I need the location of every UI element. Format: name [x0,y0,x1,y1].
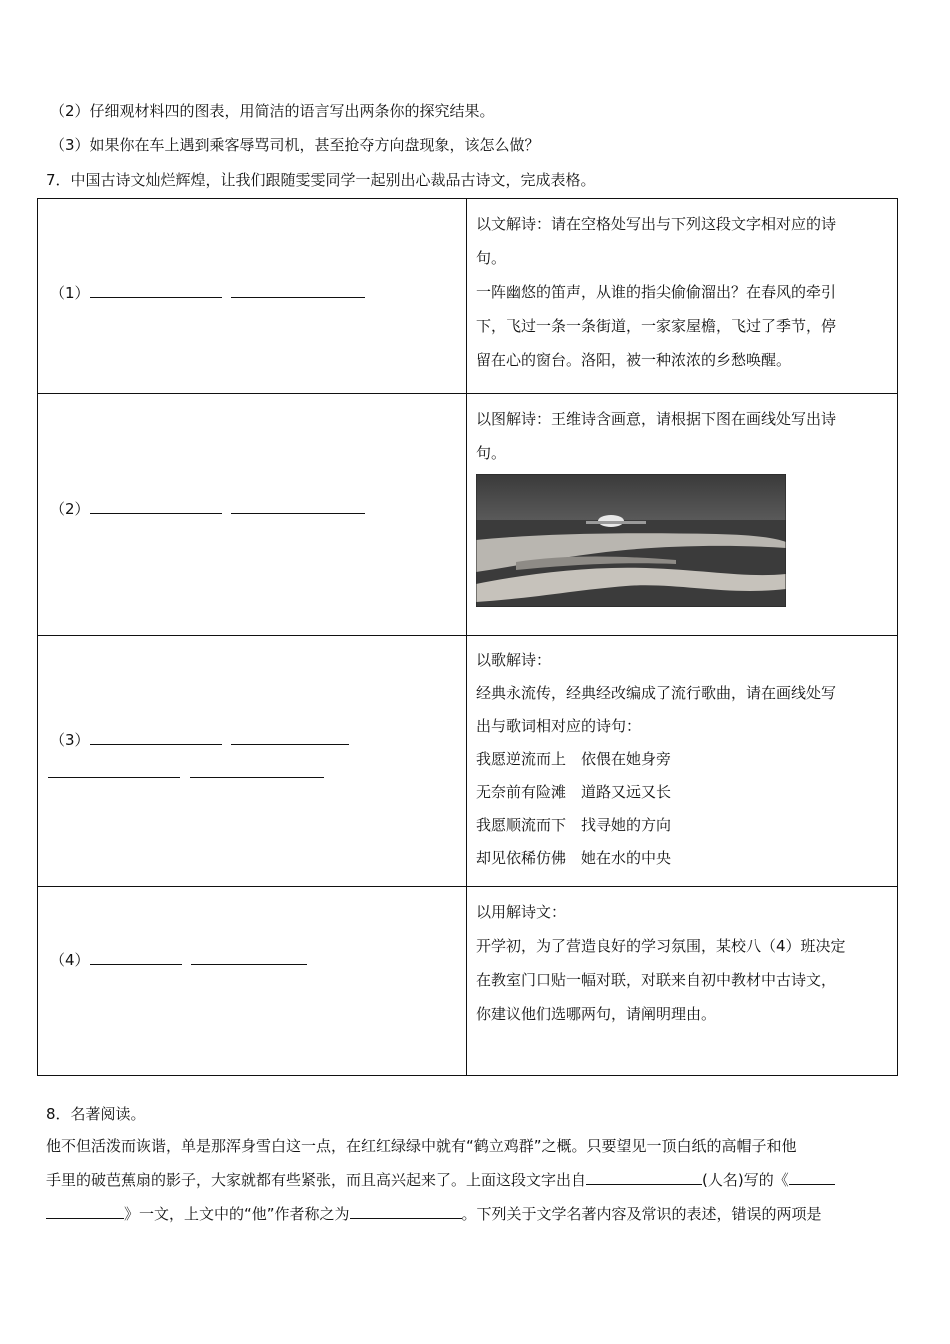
table-row [38,394,898,636]
answer-blank[interactable] [191,950,307,965]
prompt-line: 以图解诗：王维诗含画意，请根据下图在画线处写出诗 [476,410,837,428]
prompt-line: 你建议他们选哪两句，请阐明理由。 [476,1005,717,1023]
lyric-line: 我愿顺流而下 找寻她的方向 [476,816,672,834]
prompt-cell-1 [467,199,898,394]
prompt-line: 以用解诗文： [476,903,567,921]
answer-cell-1 [38,199,467,394]
answer-blank[interactable] [90,499,222,514]
question7-title: 7．中国古诗文灿烂辉煌，让我们跟随雯雯同学一起别出心裁品古诗文，完成表格。 [46,171,596,189]
answer-cell-3 [38,636,467,887]
nickname-blank[interactable] [350,1204,462,1219]
table-row [38,636,898,887]
answer-cell-4 [38,887,467,1076]
prompt-line: 开学初，为了营造良好的学习氛围，某校八（4）班决定 [476,937,846,955]
prompt-line: 句。 [476,444,507,462]
prompt-line: 下，飞过一条一条街道，一家家屋檐，飞过了季节，停 [476,317,837,335]
prompt-line: 以文解诗：请在空格处写出与下列这段文字相对应的诗 [476,215,837,233]
item-number: （2） [50,500,90,518]
title-blank-end[interactable] [46,1204,124,1219]
river-sunset-illustration [476,474,786,607]
answer-cell-2 [38,394,467,636]
answer-blank[interactable] [190,763,324,778]
question6-part2: （2）仔细观材料四的图表，用简洁的语言写出两条你的探究结果。 [50,102,495,120]
question8-passage [46,1129,906,1231]
passage-line-2 [46,1163,906,1197]
prompt-cell-4 [467,887,898,1076]
question8-title: 8．名著阅读。 [46,1105,146,1123]
lyric-line: 却见依稀仿佛 她在水的中央 [476,849,672,867]
passage-text: 。下列关于文学名著内容及常识的表述，错误的两项是 [461,1205,822,1223]
prompt-line: 经典永流传，经典经改编成了流行歌曲，请在画线处写 [476,684,837,702]
item-number: （1） [50,284,90,302]
prompt-line: 出与歌词相对应的诗句： [476,717,642,735]
lyric-line: 无奈前有险滩 道路又远又长 [476,783,672,801]
answer-blank[interactable] [231,730,349,745]
title-blank-start[interactable] [789,1170,835,1185]
passage-text: (人名)写的《 [702,1171,789,1189]
author-blank[interactable] [586,1170,702,1185]
question6-part3: （3）如果你在车上遇到乘客辱骂司机，甚至抢夺方向盘现象，该怎么做？ [50,136,540,154]
poetry-table [37,198,898,1076]
item-number: （3） [50,731,90,749]
item-number: （4） [50,951,90,969]
table-row [38,199,898,394]
table-row [38,887,898,1076]
answer-blank[interactable] [231,499,365,514]
prompt-line: 留在心的窗台。洛阳，被一种浓浓的乡愁唤醒。 [476,351,792,369]
answer-blank[interactable] [90,950,182,965]
prompt-line: 在教室门口贴一幅对联，对联来自初中教材中古诗文， [476,971,837,989]
prompt-cell-2 [467,394,898,636]
answer-blank[interactable] [48,763,180,778]
prompt-line: 一阵幽悠的笛声，从谁的指尖偷偷溜出？在春风的牵引 [476,283,837,301]
answer-blank[interactable] [90,283,222,298]
lyric-line: 我愿逆流而上 依偎在她身旁 [476,750,672,768]
answer-blank[interactable] [231,283,365,298]
passage-line-3 [46,1197,906,1231]
prompt-cell-3 [467,636,898,887]
passage-line-1: 他不但活泼而诙谐，单是那浑身雪白这一点，在红红绿绿中就有“鹤立鸡群”之概。只要望见一顶白纸的高帽子和他 [46,1137,797,1155]
prompt-line: 以歌解诗： [476,651,552,669]
passage-text: 》一文，上文中的“他”作者称之为 [124,1205,350,1223]
answer-blank[interactable] [90,730,222,745]
prompt-line: 句。 [476,249,507,267]
passage-text: 手里的破芭蕉扇的影子，大家就都有些紧张，而且高兴起来了。上面这段文字出自 [46,1171,587,1189]
